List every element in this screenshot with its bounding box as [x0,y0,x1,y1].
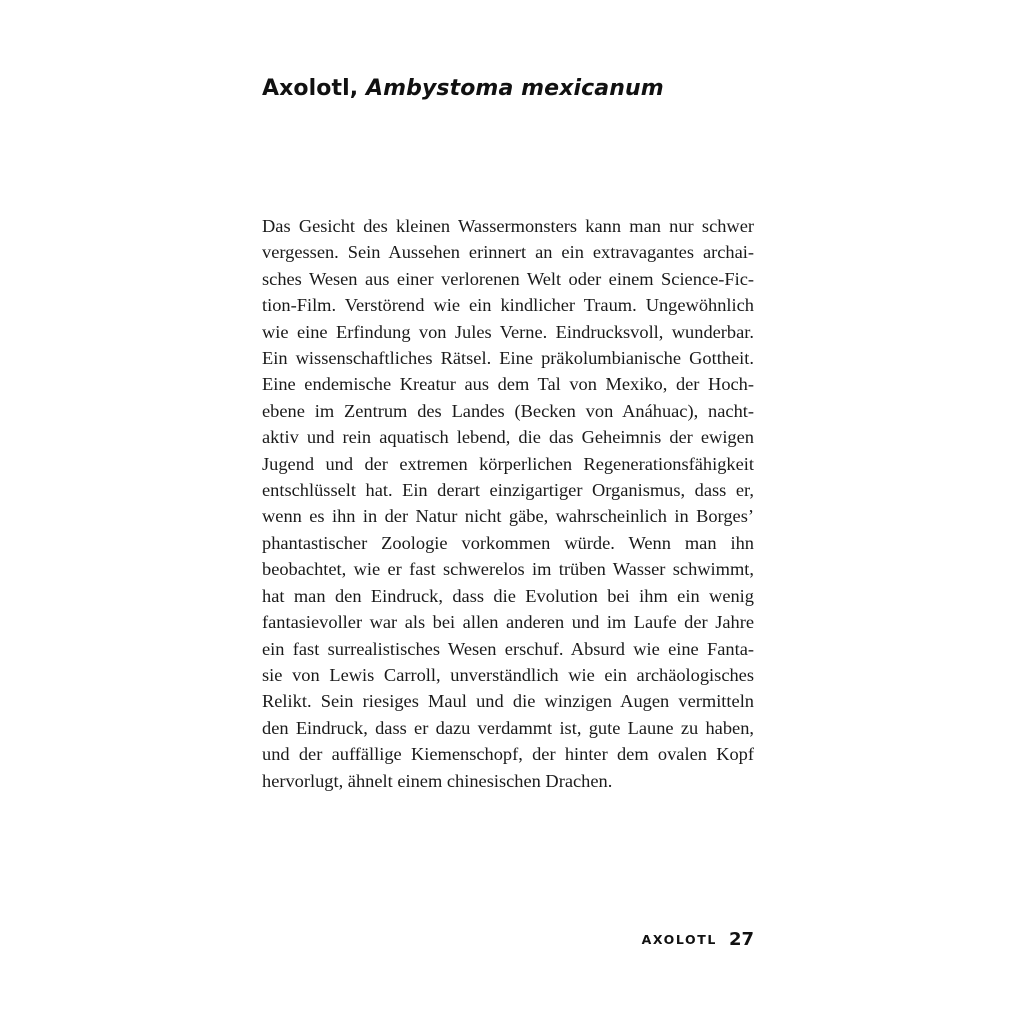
body-line: wenn es ihn in der Natur nicht gäbe, wahrscheinlich in Borges’ [262,506,754,527]
body-line: ebene im Zentrum des Landes (Becken von Anáhuac), nacht- [262,400,754,421]
body-line: Das Gesicht des kleinen Wassermonsters kann man nur schwer [262,216,754,236]
body-line: Jugend und der extremen körperlichen Regenerationsfähigkeit [262,453,754,474]
body-line: Relikt. Sein riesiges Maul und die winzigen Augen vermitteln [262,691,754,712]
body-line: Eine endemische Kreatur aus dem Tal von Mexiko, der Hoch- [262,374,754,395]
body-line: ein fast surrealistisches Wesen erschuf. Absurd wie eine Fanta- [262,638,754,659]
body-line: hervorlugt, ähnelt einem chinesischen Drachen. [262,770,613,791]
page-number: 27 [728,929,754,950]
title-species-name: Ambystoma mexicanum [365,76,664,101]
body-line: beobachtet, wie er fast schwerelos im trüben Wasser schwimmt, [262,559,754,580]
body-line: phantastischer Zoologie vorkommen würde. Wenn man ihn [262,532,754,553]
body-line: sches Wesen aus einer verlorenen Welt oder einem Science-Fic- [262,268,754,289]
body-line: und der auffällige Kiemenschopf, der hinter dem ovalen Kopf [262,744,754,765]
body-line: den Eindruck, dass er dazu verdammt ist, gute Laune zu haben, [262,717,754,738]
title-common-name: Axolotl, [262,76,366,101]
page-footer [642,929,754,950]
page-title [262,76,664,101]
body-line: entschlüsselt hat. Ein derart einzigartiger Organismus, dass er, [262,480,754,501]
body-line: aktiv und rein aquatisch lebend, die das Geheimnis der ewigen [262,427,754,448]
body-line: sie von Lewis Carroll, unverständlich wie ein archäologisches [262,664,754,685]
body-line: hat man den Eindruck, dass die Evolution bei ihm ein wenig [262,585,754,606]
body-paragraph [262,213,754,794]
body-line: wie eine Erfindung von Jules Verne. Eindrucksvoll, wunderbar. [262,321,754,342]
body-line: tion-Film. Verstörend wie ein kindlicher Traum. Ungewöhnlich [262,295,754,316]
running-head: AXOLOTL [641,932,717,947]
body-line: Ein wissenschaftliches Rätsel. Eine präkolumbianische Gottheit. [262,348,754,369]
body-line: vergessen. Sein Aussehen erinnert an ein extravagantes archai- [262,242,754,263]
body-line: fantasievoller war als bei allen anderen und im Laufe der Jahre [262,612,754,633]
